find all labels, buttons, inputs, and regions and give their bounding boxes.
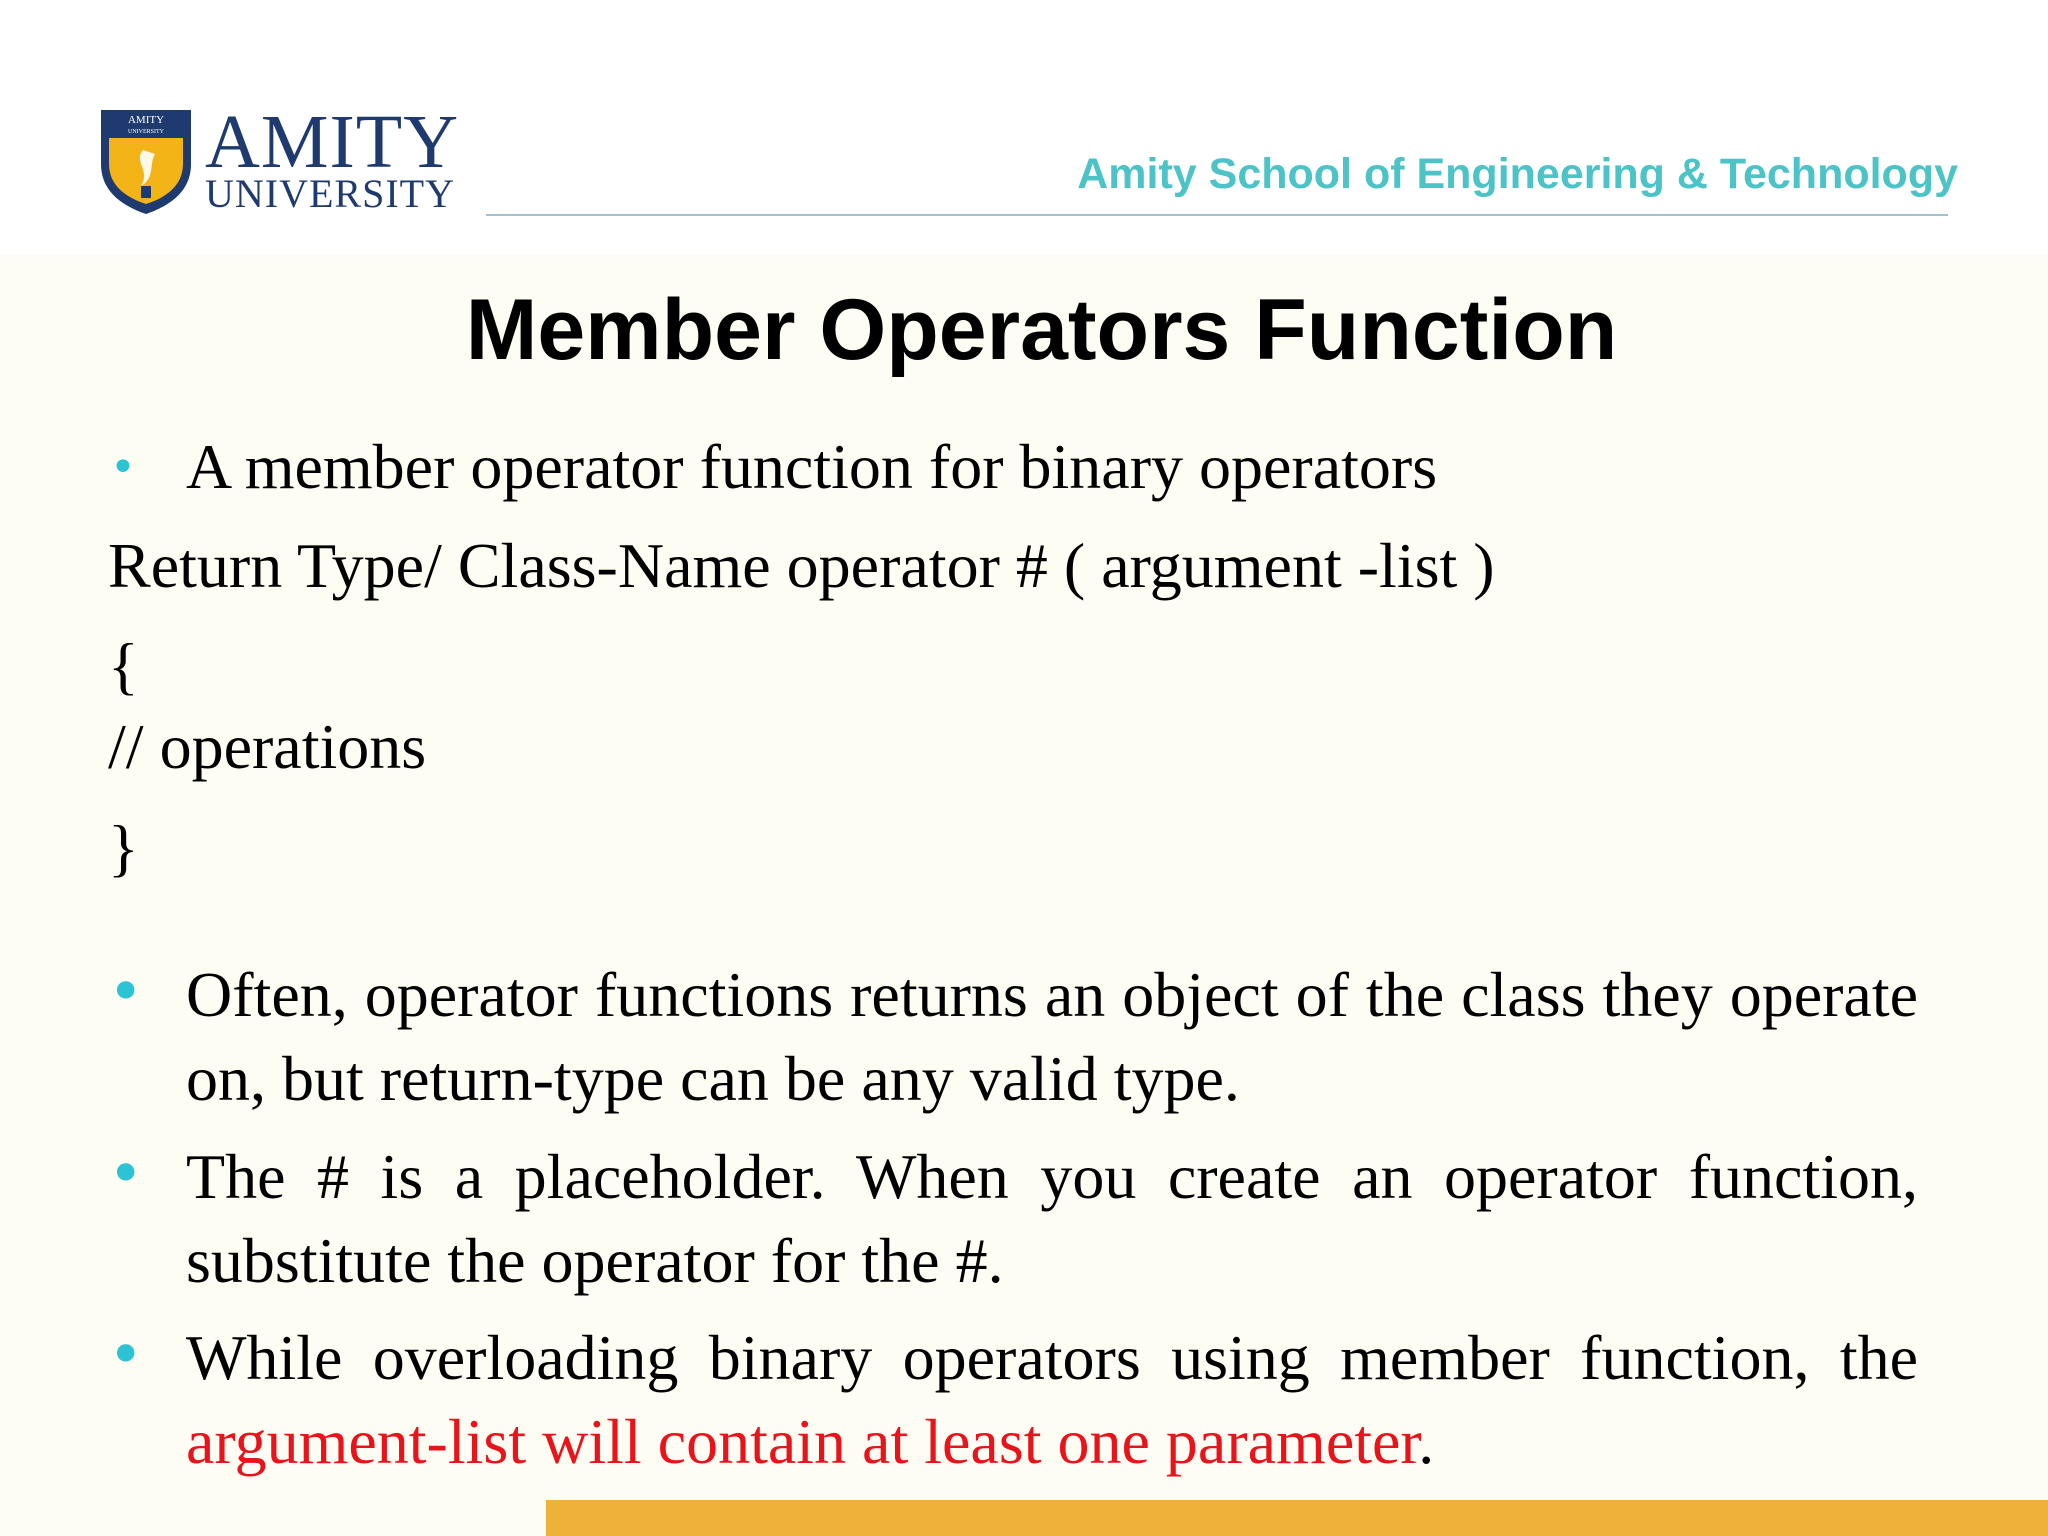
syntax-comment: // operations [108, 711, 427, 782]
school-name: Amity School of Engineering & Technology [1077, 150, 1958, 198]
highlight-text: argument-list will contain at least one parameter [186, 1406, 1419, 1477]
bullet-text-2: Often, operator functions returns an object of the class they operate on, but return-type can be any valid type. [186, 959, 1918, 1114]
syntax-open-brace: { [108, 630, 139, 701]
slide-title: Member Operators Function [465, 282, 1618, 378]
bullet-text-4-end: . [1418, 1406, 1435, 1477]
bullet-icon: • [108, 957, 144, 1027]
amity-logo [97, 100, 460, 221]
logo-subname: UNIVERSITY [205, 171, 455, 216]
bullet-icon: • [108, 1320, 144, 1390]
bullet-text-4-plain: While overloading binary operators using member function, the [186, 1322, 1918, 1393]
syntax-signature: Return Type/ Class-Name operator # ( argument -list ) [108, 530, 1495, 601]
header-divider [486, 214, 1948, 216]
shield-subtext: UNIVERSITY [128, 129, 164, 135]
shield-icon [97, 106, 197, 216]
syntax-close-brace: } [108, 812, 139, 883]
bullet-text-1: A member operator function for binary operators [186, 431, 1438, 502]
bullet-text-4 [186, 1316, 1918, 1484]
bullet-icon: • [108, 1139, 144, 1209]
bullet-icon: • [110, 442, 136, 493]
bullet-text-3: The # is a placeholder. When you create an operator function, substitute the operator for the #. [186, 1141, 1918, 1296]
shield-text: AMITY [127, 114, 165, 126]
logo-name: AMITY [205, 100, 460, 184]
footer-bar [546, 1500, 2048, 1536]
